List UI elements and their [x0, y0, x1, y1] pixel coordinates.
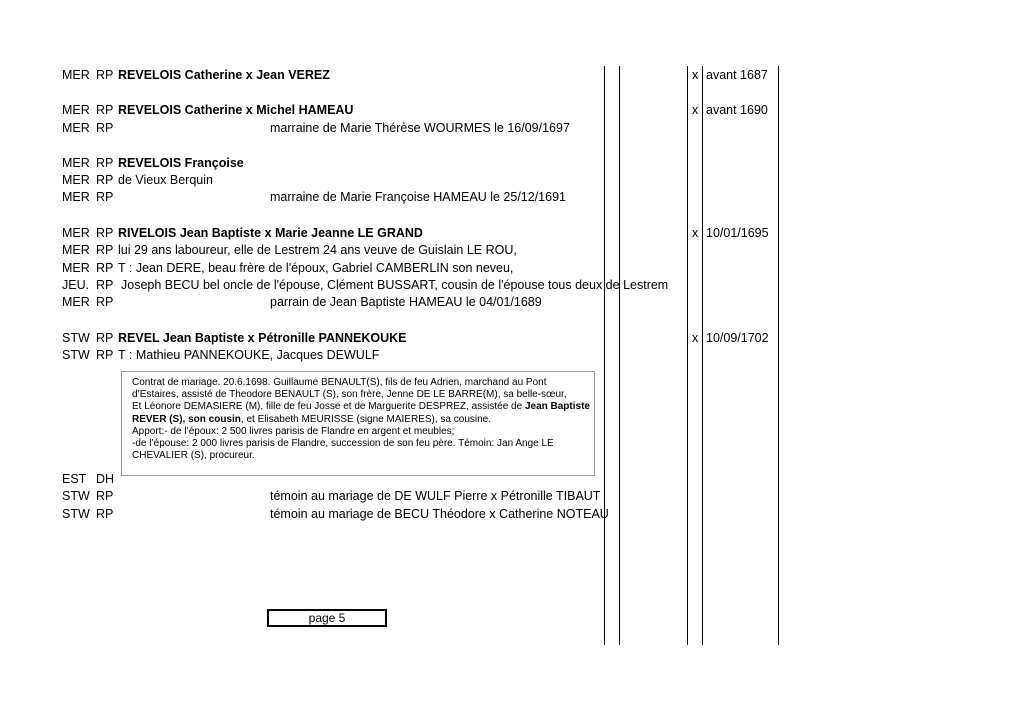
- event-date: 10/01/1695: [706, 226, 769, 240]
- note-text: , et Elisabeth MEURISSE (signe MAIERES), sa cousine.: [240, 413, 492, 425]
- source-code: DH: [96, 472, 115, 486]
- parish-code: STW: [62, 331, 90, 345]
- role-text: marraine de Marie Thérèse WOURMES le 16/09/1697: [270, 121, 570, 135]
- detail-text: T : Mathieu PANNEKOUKE, Jacques DEWULF: [118, 348, 380, 362]
- note-line: CHEVALIER (S), procureur.: [132, 450, 255, 462]
- column-rule-5: [778, 66, 779, 645]
- role-text: témoin au mariage de BECU Théodore x Catherine NOTEAU: [270, 507, 609, 521]
- person-name: REVELOIS Catherine x Jean VEREZ: [118, 68, 330, 82]
- marriage-mark: x: [692, 103, 699, 117]
- role-text: parrain de Jean Baptiste HAMEAU le 04/01/1689: [270, 295, 542, 309]
- source-code: RP: [96, 68, 114, 82]
- parish-code: MER: [62, 103, 90, 117]
- detail-text: Joseph BECU bel oncle de l'épouse, Clément BUSSART, cousin de l'épouse tous deux de Lestrem: [121, 278, 669, 292]
- source-code: RP: [96, 278, 114, 292]
- person-name: RIVELOIS Jean Baptiste x Marie Jeanne LE GRAND: [118, 226, 423, 240]
- source-code: RP: [96, 190, 114, 204]
- marriage-mark: x: [692, 331, 699, 345]
- detail-text: lui 29 ans laboureur, elle de Lestrem 24 ans veuve de Guislain LE ROU,: [118, 243, 517, 257]
- source-code: RP: [96, 331, 114, 345]
- person-name: REVELOIS Catherine x Michel HAMEAU: [118, 103, 354, 117]
- parish-code: MER: [62, 295, 90, 309]
- marriage-mark: x: [692, 226, 699, 240]
- person-name: REVEL Jean Baptiste x Pétronille PANNEKOUKE: [118, 331, 407, 345]
- column-rule-4: [702, 66, 703, 645]
- page-number-box: [267, 609, 387, 627]
- note-line: Contrat de mariage. 20.6.1698. Guillaume BENAULT(S), fils de feu Adrien, marchand au Pont: [132, 377, 547, 388]
- source-code: RP: [96, 243, 114, 257]
- note-line: [132, 401, 590, 413]
- note-line: d’Estaires, assisté de Theodore BENAULT (S), son frère, Jenne DE LE BARRE(M), sa belle-sœur,: [132, 389, 567, 401]
- source-code: RP: [96, 226, 114, 240]
- detail-text: T : Jean DERE, beau frère de l'époux, Gabriel CAMBERLIN son neveu,: [118, 261, 514, 275]
- source-code: RP: [96, 173, 114, 187]
- parish-code: MER: [62, 261, 90, 275]
- parish-code: MER: [62, 156, 90, 170]
- event-date: 10/09/1702: [706, 331, 769, 345]
- source-code: RP: [96, 489, 114, 503]
- parish-code: MER: [62, 68, 90, 82]
- source-code: RP: [96, 121, 114, 135]
- source-code: RP: [96, 156, 114, 170]
- event-date: avant 1687: [706, 68, 768, 82]
- role-text: témoin au mariage de DE WULF Pierre x Pétronille TIBAUT: [270, 489, 601, 503]
- parish-code: MER: [62, 121, 90, 135]
- source-code: RP: [96, 507, 114, 521]
- note-text: Et Léonore DEMASIERE (M), fille de feu Josse et de Marguerite DESPREZ, assistée de: [132, 401, 525, 413]
- parish-code: MER: [62, 243, 90, 257]
- column-rule-2: [619, 66, 620, 645]
- parish-code: JEU.: [62, 278, 90, 292]
- source-code: RP: [96, 261, 114, 275]
- event-date: avant 1690: [706, 103, 768, 117]
- parish-code: MER: [62, 173, 90, 187]
- source-code: RP: [96, 295, 114, 309]
- note-line: [132, 414, 586, 426]
- note-bold-text: Jean Baptiste: [524, 401, 590, 413]
- source-code: RP: [96, 103, 114, 117]
- note-line: -de l’épouse: 2 000 livres parisis de Flandre, succession de son feu père. Témoin: Jan Ange LE: [132, 438, 554, 450]
- page-number: page 5: [308, 611, 346, 625]
- note-line: Apport:- de l’époux: 2 500 livres parisis de Flandre en argent et meubles;: [132, 425, 455, 437]
- column-rule-1: [604, 66, 605, 645]
- marriage-mark: x: [692, 68, 699, 82]
- parish-code: STW: [62, 489, 90, 503]
- detail-text: de Vieux Berquin: [118, 173, 213, 187]
- role-text: marraine de Marie Françoise HAMEAU le 25/12/1691: [270, 190, 566, 204]
- column-rule-3: [687, 66, 688, 645]
- source-code: RP: [96, 348, 114, 362]
- parish-code: STW: [62, 507, 90, 521]
- person-name: REVELOIS Françoise: [118, 156, 244, 170]
- parish-code: EST: [62, 472, 87, 486]
- marriage-contract-note: [121, 371, 595, 476]
- parish-code: MER: [62, 226, 90, 240]
- note-bold-text: REVER (S), son cousin: [132, 413, 241, 425]
- parish-code: STW: [62, 348, 90, 362]
- parish-code: MER: [62, 190, 90, 204]
